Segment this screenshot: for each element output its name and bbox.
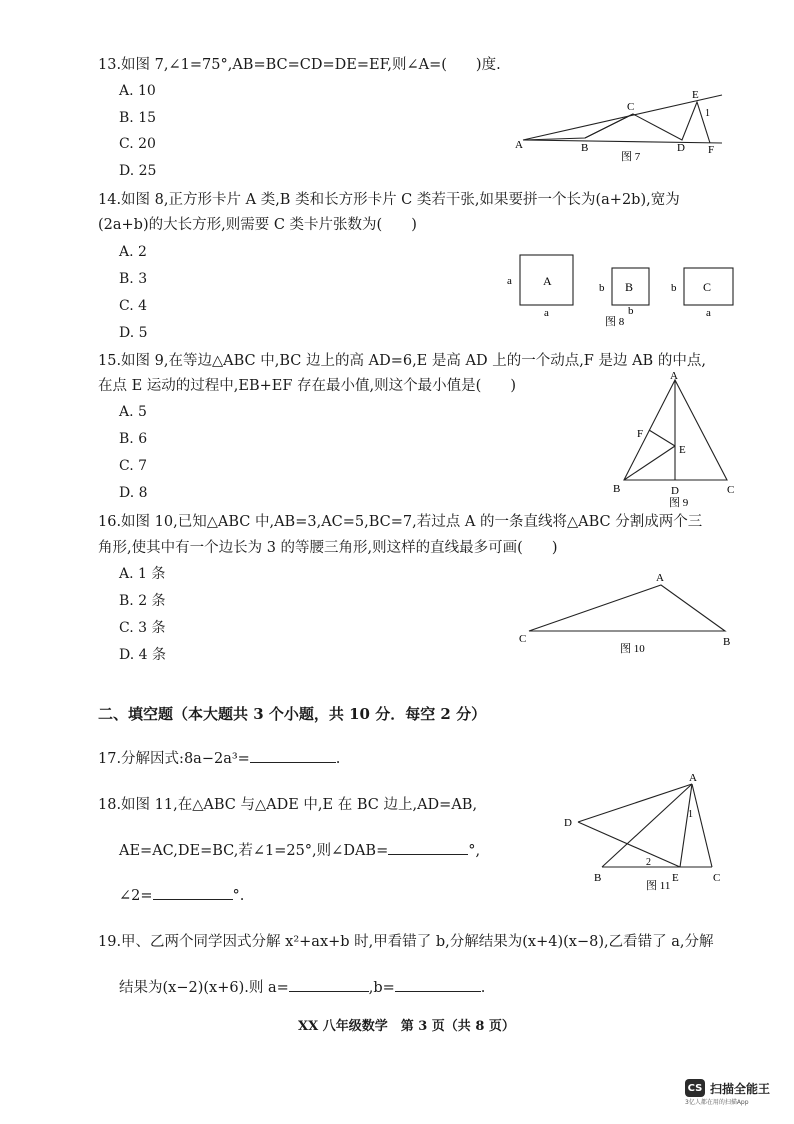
q18-angle2-answer-blank[interactable] xyxy=(153,885,233,900)
fig11-label-e: E xyxy=(672,872,679,884)
fig7-caption: 图 7 xyxy=(621,151,641,163)
watermark-subtitle: 3亿人都在用的扫描App xyxy=(685,1099,749,1106)
q17-text: 17.分解因式:8a−2a³= xyxy=(98,751,250,767)
q14-option-a: A. 2 xyxy=(119,244,147,260)
card-b-side: b xyxy=(599,282,605,294)
question-14-stem-line1: 14.如图 8,正方形卡片 A 类,B 类和长方形卡片 C 类若干张,如果要拼一个长为(a+2b),宽为 xyxy=(98,192,680,208)
figure-7 xyxy=(515,85,730,165)
question-19-line1: 19.甲、乙两个同学因式分解 x²+ax+b 时,甲看错了 b,分解结果为(x+4)(x−8),乙看错了 a,分解 xyxy=(98,934,714,950)
fig10-caption: 图 10 xyxy=(620,643,645,655)
q13-option-a: A. 10 xyxy=(119,83,156,99)
q18-line3-post: °. xyxy=(232,888,245,904)
figure-8 xyxy=(500,245,745,335)
question-18-line3 xyxy=(119,885,244,906)
card-b-bottom: b xyxy=(628,305,634,317)
q15-option-a: A. 5 xyxy=(119,404,147,420)
fig7-angle-label: 1 xyxy=(705,108,710,119)
q14-option-b: B. 3 xyxy=(119,271,148,287)
watermark-brand: 扫描全能王 xyxy=(710,1081,771,1096)
fig8-caption: 图 8 xyxy=(605,316,625,328)
figure-10 xyxy=(515,568,745,658)
q18-line2-post: °, xyxy=(468,843,481,859)
q17-end: . xyxy=(335,751,341,767)
question-19-line2 xyxy=(119,977,485,998)
fig7-label-e: E xyxy=(692,89,699,101)
q14-option-d: D. 5 xyxy=(119,325,148,341)
fig7-label-b: B xyxy=(581,142,589,154)
question-18-line2 xyxy=(119,840,480,861)
question-18-line1: 18.如图 11,在△ABC 与△ADE 中,E 在 BC 边上,AD=AB, xyxy=(98,797,478,813)
question-16-stem-line1: 16.如图 10,已知△ABC 中,AB=3,AC=5,BC=7,若过点 A 的一条直线将△ABC 分割成两个三 xyxy=(98,514,703,530)
q15-option-c: C. 7 xyxy=(119,458,148,474)
figure-11 xyxy=(560,770,740,895)
fig9-label-c: C xyxy=(727,484,735,496)
q17-answer-blank[interactable] xyxy=(250,748,336,763)
q16-option-c: C. 3 条 xyxy=(119,620,166,636)
q19-line2-mid: ,b= xyxy=(368,980,395,996)
page-footer: XX 八年级数学 第 3 页（共 8 页） xyxy=(298,1019,515,1034)
fig11-label-c: C xyxy=(713,872,721,884)
fig9-label-b: B xyxy=(613,483,621,495)
card-c-bottom: a xyxy=(706,307,711,319)
section-2-title: 二、填空题（本大题共 3 个小题，共 10 分．每空 2 分） xyxy=(98,705,487,723)
q18-line3-text: ∠2= xyxy=(119,888,153,904)
fig11-label-a: A xyxy=(689,772,697,784)
card-a-side: a xyxy=(507,275,512,287)
fig10-label-c: C xyxy=(519,633,527,645)
q16-option-b: B. 2 条 xyxy=(119,593,166,609)
fig10-label-b: B xyxy=(723,636,731,648)
fig9-label-d: D xyxy=(671,485,679,497)
fig11-angle1-label: 1 xyxy=(688,809,693,820)
scanner-watermark xyxy=(685,1079,770,1106)
fig7-label-a: A xyxy=(515,139,523,151)
question-13-stem: 13.如图 7,∠1=75°,AB=BC=CD=DE=EF,则∠A=( )度. xyxy=(98,57,501,73)
q16-option-d: D. 4 条 xyxy=(119,647,166,663)
fig7-label-f: F xyxy=(708,144,715,156)
card-b-label: B xyxy=(625,280,634,294)
fig10-label-a: A xyxy=(656,572,664,584)
fig11-angle2-label: 2 xyxy=(646,857,651,868)
figure-9 xyxy=(605,370,745,510)
question-17 xyxy=(98,748,340,769)
card-a-bottom: a xyxy=(544,307,549,319)
fig9-caption: 图 9 xyxy=(669,497,689,509)
q15-option-d: D. 8 xyxy=(119,485,148,501)
q19-b-answer-blank[interactable] xyxy=(395,977,481,992)
fig11-label-b: B xyxy=(594,872,602,884)
fig9-label-e: E xyxy=(679,444,686,456)
fig9-label-f: F xyxy=(637,428,644,440)
question-15-stem-line2: 在点 E 运动的过程中,EB+EF 存在最小值,则这个最小值是( ) xyxy=(98,378,516,394)
question-16-stem-line2: 角形,使其中有一个边长为 3 的等腰三角形,则这样的直线最多可画( ) xyxy=(98,540,558,556)
fig7-label-c: C xyxy=(627,101,635,113)
camscanner-logo-icon: CS xyxy=(685,1079,705,1097)
fig11-caption: 图 11 xyxy=(646,880,671,892)
q15-option-b: B. 6 xyxy=(119,431,148,447)
question-15-stem-line1: 15.如图 9,在等边△ABC 中,BC 边上的高 AD=6,E 是高 AD 上的一个动点,F 是边 AB 的中点, xyxy=(98,353,706,369)
fig9-label-a: A xyxy=(670,370,678,382)
q14-option-c: C. 4 xyxy=(119,298,148,314)
q13-option-c: C. 20 xyxy=(119,136,156,152)
q13-option-d: D. 25 xyxy=(119,163,157,179)
fig11-label-d: D xyxy=(564,817,572,829)
q13-option-b: B. 15 xyxy=(119,110,157,126)
q19-line2-post: . xyxy=(480,980,486,996)
card-c-label: C xyxy=(703,280,712,294)
question-14-stem-line2: (2a+b)的大长方形,则需要 C 类卡片张数为( ) xyxy=(98,217,417,233)
q19-line2-text: 结果为(x−2)(x+6).则 a= xyxy=(119,980,289,996)
q19-a-answer-blank[interactable] xyxy=(289,977,369,992)
card-a-label: A xyxy=(543,274,552,288)
q16-option-a: A. 1 条 xyxy=(119,566,166,582)
card-c-side: b xyxy=(671,282,677,294)
q18-line2-text: AE=AC,DE=BC,若∠1=25°,则∠DAB= xyxy=(119,843,389,859)
q18-dab-answer-blank[interactable] xyxy=(388,840,468,855)
fig7-label-d: D xyxy=(677,142,685,154)
